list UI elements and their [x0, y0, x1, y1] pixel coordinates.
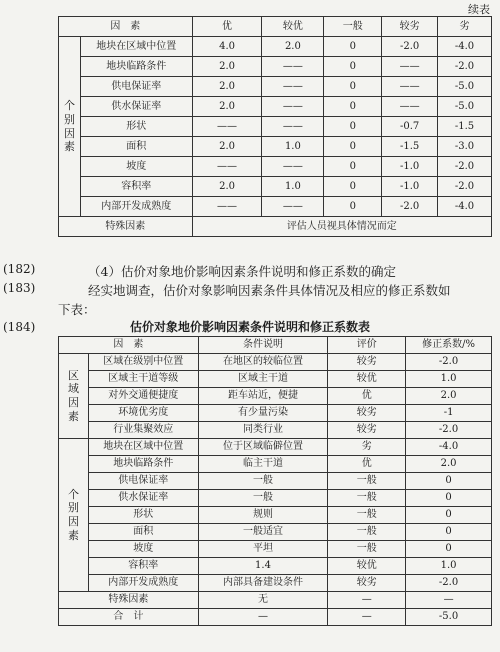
table-cell: -2.0 — [438, 57, 492, 77]
table-cell: 0 — [406, 490, 492, 507]
table-cell: -1.5 — [382, 137, 438, 157]
group-label: 个 别 因 素 — [59, 439, 89, 592]
factor-name: 面积 — [88, 524, 198, 541]
table-row — [59, 37, 492, 57]
table-cell: 较劣 — [328, 354, 406, 371]
table-row — [59, 117, 492, 137]
table-cell: -4.0 — [438, 37, 492, 57]
table-cell: -1.0 — [382, 177, 438, 197]
factor-name: 供电保证率 — [88, 473, 198, 490]
table-cell: 2.0 — [192, 77, 262, 97]
table-cell: -2.0 — [438, 177, 492, 197]
table-row — [59, 524, 492, 541]
table-header-row — [59, 17, 492, 37]
table-cell: — — [198, 609, 328, 626]
table-cell: -1 — [406, 405, 492, 422]
factor-name: 容积率 — [80, 177, 192, 197]
table-cell: 较优 — [328, 558, 406, 575]
column-header: 评价 — [328, 337, 406, 354]
table-cell: 优 — [328, 456, 406, 473]
table-cell: -1.0 — [382, 157, 438, 177]
factor-name: 区域在级别中位置 — [88, 354, 198, 371]
table-cell: —— — [192, 157, 262, 177]
table-cell: 4.0 — [192, 37, 262, 57]
table-cell: 1.0 — [262, 137, 324, 157]
factor-name: 地块临路条件 — [80, 57, 192, 77]
table-row — [59, 405, 492, 422]
table-cell: —— — [192, 197, 262, 217]
table-cell: -3.0 — [438, 137, 492, 157]
table-cell: 较优 — [328, 371, 406, 388]
table-row — [59, 157, 492, 177]
table-row — [59, 354, 492, 371]
table-cell: 区域主干道 — [198, 371, 328, 388]
table-row — [59, 439, 492, 456]
table-row — [59, 371, 492, 388]
table-cell: -4.0 — [438, 197, 492, 217]
table-cell: 0 — [324, 77, 382, 97]
table-cell: 0 — [324, 157, 382, 177]
paragraph-text: 下表： — [58, 302, 96, 317]
table-cell: 一般 — [328, 524, 406, 541]
table-cell: -2.0 — [382, 197, 438, 217]
table-cell: -5.0 — [438, 97, 492, 117]
grade-header: 较优 — [262, 17, 324, 37]
table-cell: 0 — [324, 57, 382, 77]
table-cell: -1.5 — [438, 117, 492, 137]
factor-name: 坡度 — [88, 541, 198, 558]
table-cell: —— — [262, 97, 324, 117]
table-cell: -5.0 — [406, 609, 492, 626]
table-row — [59, 177, 492, 197]
factor-name: 形状 — [88, 507, 198, 524]
table-cell: 2.0 — [192, 137, 262, 157]
continued-label: 续表 — [468, 3, 490, 16]
factor-name: 面积 — [80, 137, 192, 157]
table-cell: —— — [262, 197, 324, 217]
table-cell: —— — [382, 57, 438, 77]
table-cell: 1.0 — [406, 558, 492, 575]
factor-name: 坡度 — [80, 157, 192, 177]
table-cell: 内部具备建设条件 — [198, 575, 328, 592]
table-cell: — — [328, 592, 406, 609]
table-row — [59, 490, 492, 507]
special-factor-row — [59, 592, 492, 609]
table-cell: 一般 — [198, 490, 328, 507]
table-cell: 较劣 — [328, 575, 406, 592]
table-cell: —— — [262, 57, 324, 77]
table-row — [59, 137, 492, 157]
table-row — [59, 456, 492, 473]
table-cell: 同类行业 — [198, 422, 328, 439]
table-cell: -2.0 — [406, 354, 492, 371]
table-cell: 0 — [406, 541, 492, 558]
line-number: (184) — [3, 320, 36, 334]
table-cell: —— — [262, 157, 324, 177]
factor-header: 因 素 — [59, 337, 199, 354]
special-factor-row — [59, 217, 492, 237]
factor-name: 供电保证率 — [80, 77, 192, 97]
factor-name: 供水保证率 — [88, 490, 198, 507]
factor-header: 因 素 — [59, 17, 193, 37]
grade-header: 较劣 — [382, 17, 438, 37]
table-row — [59, 97, 492, 117]
table-cell: 在地区的较临位置 — [198, 354, 328, 371]
table-cell: 一般适宜 — [198, 524, 328, 541]
table-cell: 规则 — [198, 507, 328, 524]
grade-header: 劣 — [438, 17, 492, 37]
grade-header: 优 — [192, 17, 262, 37]
table-cell: 一般 — [328, 507, 406, 524]
factor-name: 内部开发成熟度 — [80, 197, 192, 217]
table-cell: 优 — [328, 388, 406, 405]
table-row — [59, 77, 492, 97]
table-cell: 位于区域临僻位置 — [198, 439, 328, 456]
table-cell: 0 — [324, 97, 382, 117]
special-factor-label: 特殊因素 — [59, 217, 193, 237]
impact-factor-scale-table — [58, 16, 492, 237]
table-cell: — — [406, 592, 492, 609]
table-cell: 0 — [406, 473, 492, 490]
table-cell: 0 — [324, 117, 382, 137]
factor-name: 行业集聚效应 — [88, 422, 198, 439]
table-row — [59, 558, 492, 575]
factor-name: 形状 — [80, 117, 192, 137]
table-row — [59, 422, 492, 439]
table-cell: 平坦 — [198, 541, 328, 558]
table-cell: 无 — [198, 592, 328, 609]
table-cell: 距车站近，便捷 — [198, 388, 328, 405]
table-cell: —— — [262, 77, 324, 97]
table-cell: -2.0 — [406, 422, 492, 439]
special-factor-value: 评估人员视具体情况而定 — [192, 217, 491, 237]
table-cell: -5.0 — [438, 77, 492, 97]
table-cell: 一般 — [328, 490, 406, 507]
table-cell: —— — [382, 97, 438, 117]
column-header: 修正系数/% — [406, 337, 492, 354]
line-number: (183) — [3, 281, 36, 295]
factor-name: 环境优劣度 — [88, 405, 198, 422]
grade-header: 一般 — [324, 17, 382, 37]
table-cell: -2.0 — [382, 37, 438, 57]
table-row — [59, 388, 492, 405]
table-cell: 1.4 — [198, 558, 328, 575]
table-cell: -0.7 — [382, 117, 438, 137]
factor-name: 供水保证率 — [80, 97, 192, 117]
total-row — [59, 609, 492, 626]
table-cell: 劣 — [328, 439, 406, 456]
table-cell: 2.0 — [192, 97, 262, 117]
table-cell: 有少量污染 — [198, 405, 328, 422]
paragraph-text: （4）估价对象地价影响因素条件说明和修正系数的确定 — [88, 264, 396, 279]
row-label: 特殊因素 — [59, 592, 199, 609]
table-cell: 0 — [406, 524, 492, 541]
table-cell: 2.0 — [406, 388, 492, 405]
factor-name: 内部开发成熟度 — [88, 575, 198, 592]
table-cell: —— — [382, 77, 438, 97]
table-cell: -2.0 — [438, 157, 492, 177]
table-row — [59, 575, 492, 592]
table-cell: 0 — [324, 197, 382, 217]
table-cell: 一般 — [328, 473, 406, 490]
table-cell: 2.0 — [192, 177, 262, 197]
table-cell: 0 — [406, 507, 492, 524]
table-cell: 0 — [324, 177, 382, 197]
factor-name: 地块在区域中位置 — [80, 37, 192, 57]
line-number: (182) — [3, 262, 36, 276]
table-row — [59, 507, 492, 524]
table-cell: 2.0 — [406, 456, 492, 473]
factor-name: 地块在区域中位置 — [88, 439, 198, 456]
table-header-row — [59, 337, 492, 354]
row-label: 合 计 — [59, 609, 199, 626]
table-cell: 1.0 — [262, 177, 324, 197]
table-cell: — — [328, 609, 406, 626]
table-cell: 2.0 — [192, 57, 262, 77]
column-header: 条件说明 — [198, 337, 328, 354]
table-cell: 一般 — [198, 473, 328, 490]
table-row — [59, 541, 492, 558]
table-cell: 1.0 — [406, 371, 492, 388]
factor-name: 对外交通便捷度 — [88, 388, 198, 405]
table-row — [59, 57, 492, 77]
factor-name: 区域主干道等级 — [88, 371, 198, 388]
factor-name: 地块临路条件 — [88, 456, 198, 473]
table-cell: —— — [192, 117, 262, 137]
table-cell: 一般 — [328, 541, 406, 558]
valuation-factor-table — [58, 336, 492, 626]
factor-name: 容积率 — [88, 558, 198, 575]
group-label: 个 别 因 素 — [59, 37, 81, 217]
table-cell: 0 — [324, 37, 382, 57]
table-cell: —— — [262, 117, 324, 137]
table-cell: 较劣 — [328, 422, 406, 439]
paragraph-text: 经实地调查，估价对象影响因素条件具体情况及相应的修正系数如 — [88, 283, 451, 298]
table-cell: 较劣 — [328, 405, 406, 422]
table-cell: 临主干道 — [198, 456, 328, 473]
table-cell: -4.0 — [406, 439, 492, 456]
table-cell: 2.0 — [262, 37, 324, 57]
table-row — [59, 197, 492, 217]
group-label: 区 域 因 素 — [59, 354, 89, 439]
table-caption: 估价对象地价影响因素条件说明和修正系数表 — [129, 320, 370, 334]
table-cell: -2.0 — [406, 575, 492, 592]
table-row — [59, 473, 492, 490]
table-cell: 0 — [324, 137, 382, 157]
